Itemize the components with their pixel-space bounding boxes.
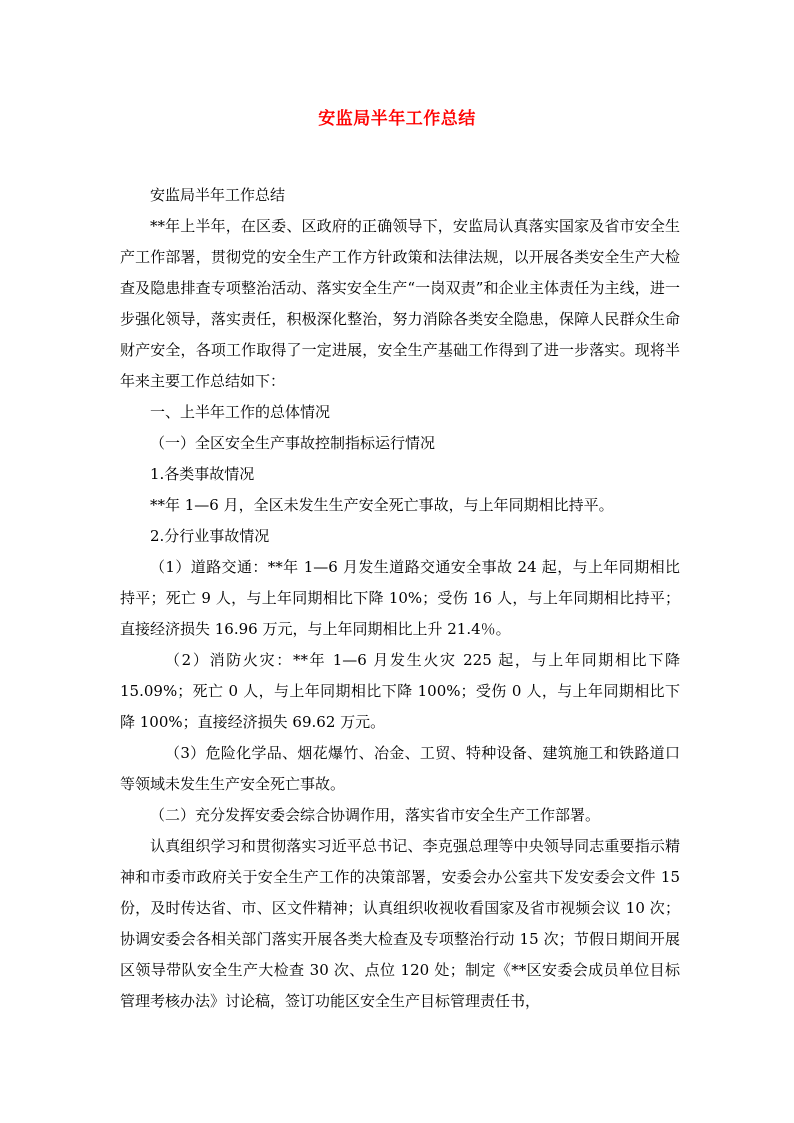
document-title: 安监局半年工作总结 — [318, 109, 476, 129]
subsection-heading-1: （一）全区安全生产事故控制指标运行情况 — [150, 434, 436, 452]
road-traffic-paragraph: （1）道路交通：**年 1—6 月发生道路交通安全事故 24 起，与上年同期相比持平；死亡 9 人，与上年同期相比下降 10%；受伤 16 人，与上年同期相比持平；直接经济损失 16.96 万元，与上年同期相比上升 21.4％。 — [120, 558, 680, 638]
coordination-paragraph: 认真组织学习和贯彻落实习近平总书记、李克强总理等中央领导同志重要指示精神和市委市政府关于安全生产工作的决策部署，安委会办公室共下发安委会文件 15 份，及时传达省、市、区文件精神；认真组织收视收看国家及省市视频会议 10 次；协调安委会各相关部门落实开展各类大检查及专项整治行动 15 次；节假日期间开展区领导带队安全生产大检查 30 次、点位 120 处；制定《**区安委会成员单位目标管理考核办法》讨论稿，签订功能区安全生产目标管理责任书， — [120, 837, 680, 1010]
body-subtitle: 安监局半年工作总结 — [150, 186, 286, 204]
accidents-paragraph: **年 1—6 月，全区未发生生产安全死亡事故，与上年同期相比持平。 — [150, 496, 614, 514]
document-body — [120, 180, 680, 1017]
item-heading-accidents: 1.各类事故情况 — [150, 465, 255, 483]
hazardous-paragraph: （3）危险化学品、烟花爆竹、冶金、工贸、特种设备、建筑施工和铁路道口等领域未发生生产安全死亡事故。 — [120, 744, 680, 793]
item-heading-industry: 2.分行业事故情况 — [150, 527, 270, 545]
intro-paragraph: **年上半年，在区委、区政府的正确领导下，安监局认真落实国家及省市安全生产工作部署，贯彻党的安全生产工作方针政策和法律法规，以开展各类安全生产大检查及隐患排查专项整治活动、落实安全生产“一岗双责”和企业主体责任为主线，进一步强化领导，落实责任，积极深化整治，努力消除各类安全隐患，保障人民群众生命财产安全，各项工作取得了一定进展，安全生产基础工作得到了进一步落实。现将半年来主要工作总结如下： — [120, 217, 680, 390]
fire-paragraph: （2）消防火灾：**年 1—6 月发生火灾 225 起，与上年同期相比下降 15.09%；死亡 0 人，与上年同期相比下降 100%；受伤 0 人，与上年同期相比下降 100%；直接经济损失 69.62 万元。 — [120, 651, 680, 731]
section-heading-1: 一、上半年工作的总体情况 — [150, 403, 331, 421]
subsection-heading-2: （二）充分发挥安委会综合协调作用，落实省市安全生产工作部署。 — [150, 806, 601, 824]
